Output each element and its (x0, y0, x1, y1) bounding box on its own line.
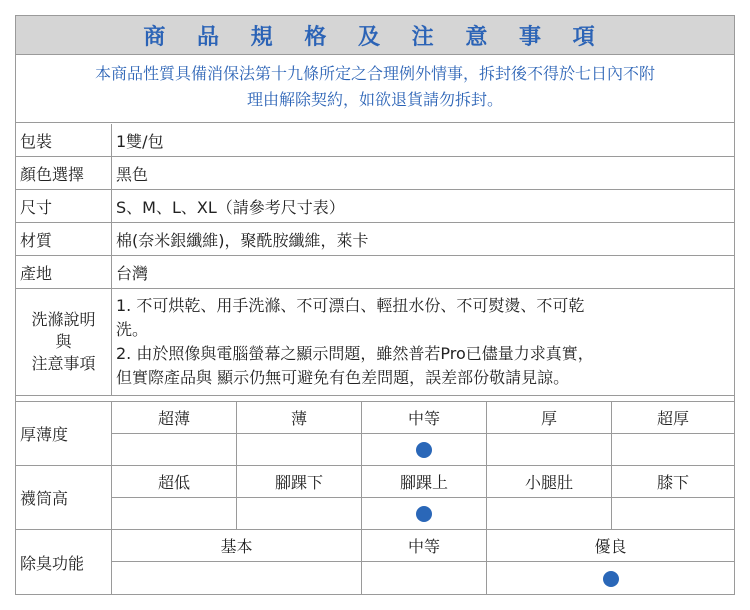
thickness-mark-cell (612, 434, 734, 466)
selected-dot (416, 506, 432, 522)
rating-grid (16, 402, 734, 595)
thickness-option: 厚 (487, 402, 612, 434)
height-mark-cell (112, 498, 237, 530)
spec-row-color (16, 157, 734, 190)
deodorant-mark-cell (487, 562, 734, 595)
washing-label (16, 289, 112, 395)
height-mark-cell (612, 498, 734, 530)
selected-dot (603, 571, 619, 587)
washing-line: 2. 由於照像與電腦螢幕之顯示問題，雖然普若Pro已儘量力求真實， (116, 344, 594, 363)
notice-line-2: 理由解除契約，如欲退貨請勿拆封。 (246, 90, 503, 109)
spec-label: 材質 (16, 223, 112, 255)
selected-dot (416, 442, 432, 458)
spec-value: 1雙/包 (116, 131, 164, 151)
notice-line-1: 本商品性質具備消保法第十九條所定之合理例外情事，拆封後不得於七日內不附 (94, 64, 655, 83)
spec-value: 黑色 (116, 164, 149, 184)
thickness-mark-cell (487, 434, 612, 466)
spec-label: 尺寸 (16, 190, 112, 222)
thickness-option: 超薄 (112, 402, 237, 434)
deodorant-option: 基本 (112, 530, 362, 562)
spec-row-washing (16, 289, 734, 396)
deodorant-option: 中等 (362, 530, 487, 562)
height-option: 腳踝下 (237, 466, 362, 498)
spec-table (15, 15, 735, 595)
height-mark-cell (487, 498, 612, 530)
deodorant-option: 優良 (487, 530, 734, 562)
spec-value: 棉(奈米銀纖維)，聚酰胺纖維，萊卡 (116, 230, 369, 250)
deodorant-mark-cell (362, 562, 487, 595)
thickness-mark-cell (112, 434, 237, 466)
spec-label: 產地 (16, 256, 112, 288)
spec-row-size (16, 190, 734, 223)
rating-label-thickness: 厚薄度 (16, 402, 112, 466)
spec-value: S、M、L、XL（請參考尺寸表） (116, 197, 345, 217)
washing-line: 洗。 (116, 320, 149, 339)
height-mark-cell (362, 498, 487, 530)
thickness-mark-cell (362, 434, 487, 466)
height-mark-cell (237, 498, 362, 530)
rating-label-deodorant: 除臭功能 (16, 530, 112, 595)
thickness-mark-cell (237, 434, 362, 466)
spec-row-packaging (16, 124, 734, 157)
thickness-option: 薄 (237, 402, 362, 434)
spec-row-material (16, 223, 734, 256)
washing-label-line: 洗滌說明 (31, 310, 96, 329)
spec-label: 包裝 (16, 124, 112, 156)
spec-value: 台灣 (116, 263, 149, 283)
washing-text (112, 294, 734, 390)
thickness-option: 中等 (362, 402, 487, 434)
washing-label-line: 注意事項 (31, 354, 96, 373)
spec-row-origin (16, 256, 734, 289)
return-notice (16, 55, 734, 123)
thickness-option: 超厚 (612, 402, 734, 434)
height-option: 腳踝上 (362, 466, 487, 498)
rating-label-height: 襪筒高 (16, 466, 112, 530)
section-divider (16, 395, 734, 402)
height-option: 小腿肚 (487, 466, 612, 498)
washing-label-line: 與 (55, 332, 72, 351)
washing-line: 1. 不可烘乾、用手洗滌、不可漂白、輕扭水份、不可熨燙、不可乾 (116, 296, 585, 315)
deodorant-mark-cell (112, 562, 362, 595)
height-option: 超低 (112, 466, 237, 498)
height-option: 膝下 (612, 466, 734, 498)
spec-label: 顏色選擇 (16, 157, 112, 189)
washing-line: 但實際產品與 顯示仍無可避免有色差問題，誤差部份敬請見諒。 (116, 368, 570, 387)
table-title: 商 品 規 格 及 注 意 事 項 (16, 16, 734, 55)
